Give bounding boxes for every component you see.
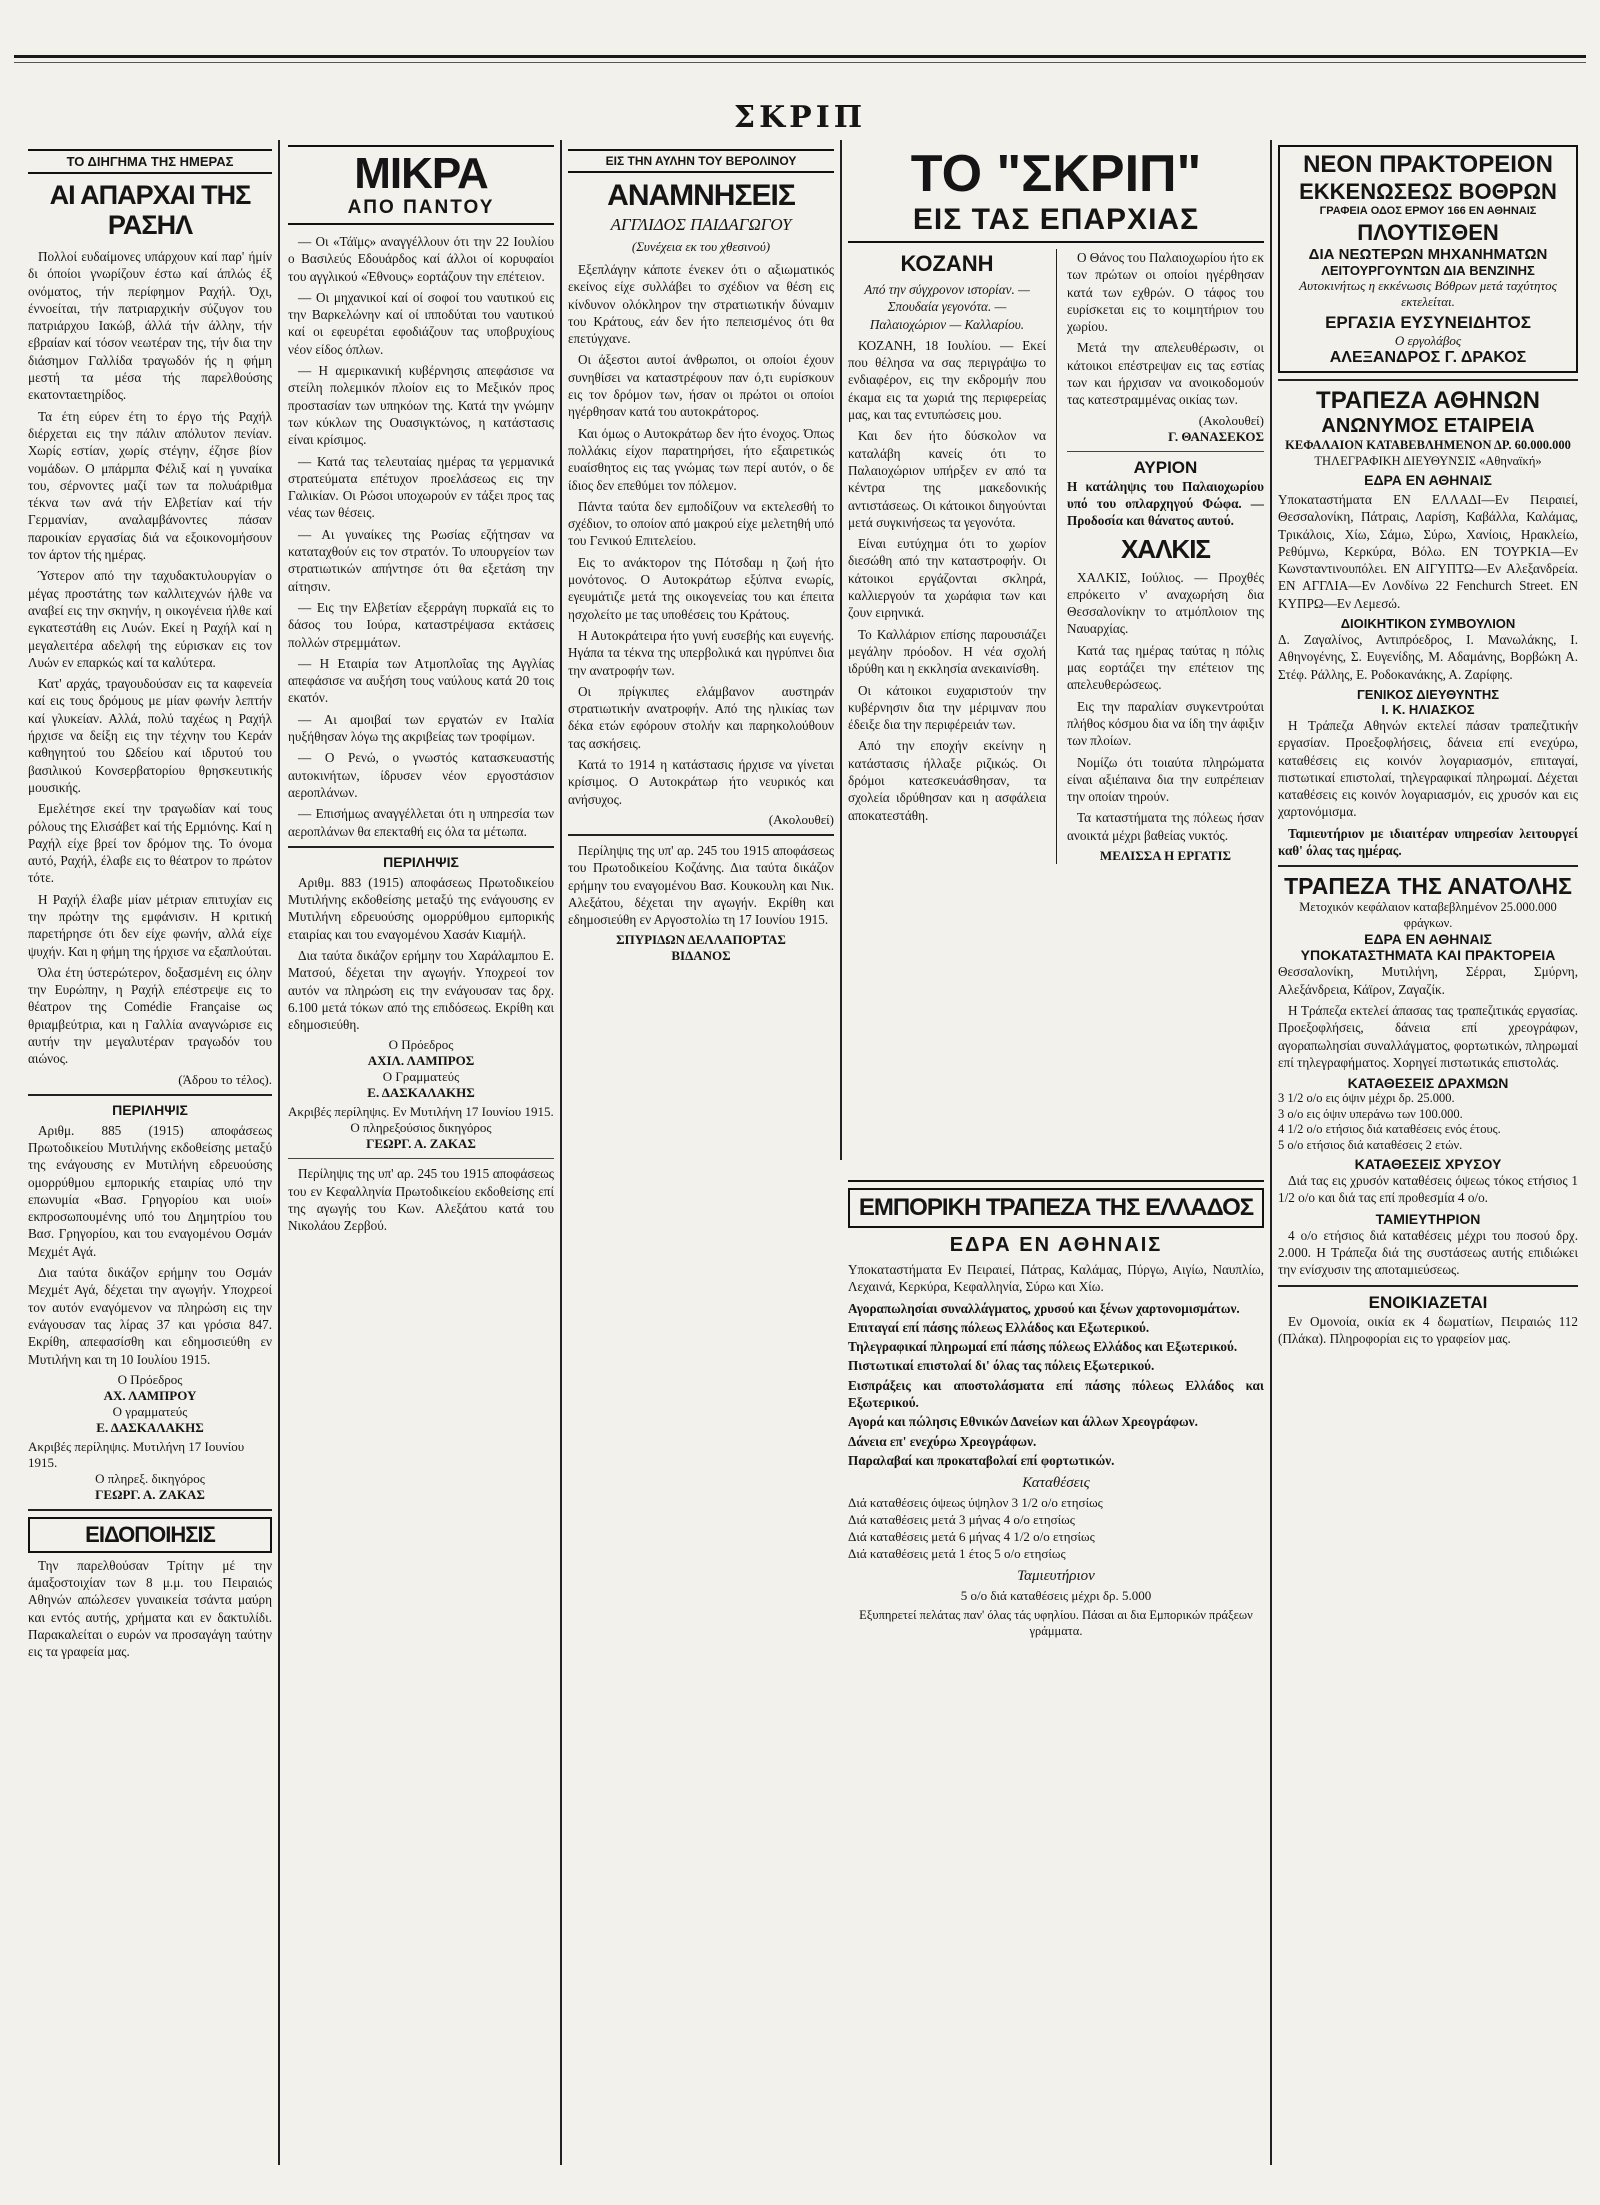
story-headline: ΑΙ ΑΠΑΡΧΑΙ ΤΗΣ ΡΑΣΗΛ — [49, 180, 251, 240]
savings-text: 4 ο/ο ετήσιος διά καταθέσεις μέχρι του ποσού δρχ. 2.000. Η Τράπεζα διά της συστάσεως αυτής επιδιώκει την ενίσχυσιν της αποταμιεύσεως. — [1278, 1227, 1578, 1278]
masthead: ΣΚΡΙΠ — [733, 100, 867, 135]
board-title: ΔΙΟΙΚΗΤΙΚΟΝ ΣΥΜΒΟΥΛΙΟΝ — [1340, 616, 1516, 632]
summary-text: Δια ταύτα δικάζον ερήμην του Οσμάν Μεχμέτ Αγά, δέχεται την αγωγήν. Υποχρεοί τον αυτόν εναγόμενον να πληρώση εις την ενάγουσαν τας λίρας 37 και γρόσια 847. Εκρίθη, απεφασίσθη και εδημοσιεύθη εν Μυτιλήνη και τη 10 Ιουλίου 1915. — [28, 1265, 272, 1367]
ad-line: Ο εργολάβος — [1394, 333, 1462, 348]
bank-service: Τηλεγραφικαί πληρωμαί επί πάσης πόλεως Ελλάδος και Εξωτερικού. — [848, 1339, 1238, 1355]
signature-name: Ε. ΔΑΣΚΑΛΑΚΗΣ — [367, 1085, 475, 1101]
deposits-title: Καταθέσεις — [1022, 1475, 1090, 1492]
bank-ad-branches: Υποκαταστήματα Εν Πειραιεί, Πάτρας, Καλάμας, Πύργω, Αιγίω, Ναυπλίω, Λεχαινά, Κερκύρα, Κεφαλληνία, Σύρω και Χίω. — [848, 1262, 1264, 1295]
savings-rate: 5 ο/ο διά καταθέσεις μέχρι δρ. 5.000 — [960, 1588, 1152, 1604]
section-rule — [288, 1158, 554, 1159]
deposit-rate: 3 1/2 ο/ο εις όψιν μέχρι δρ. 25.000. — [1278, 1091, 1455, 1106]
column-divider — [278, 140, 280, 2165]
top-rule — [14, 55, 1586, 58]
brief-item: — Κατά τας τελευταίας ημέρας τα γερμανικά στρατεύματα επέτυχον προελάσεως εις την Γαλικίαν. Οι Ρώσοι υποχωρούν εν τάξει προς τας νέας των θέσεις. — [288, 453, 554, 521]
byline: Γ. ΘΑΝΑΣΕΚΟΣ — [1168, 428, 1264, 444]
memoirs-kicker: ΕΙΣ ΤΗΝ ΑΥΛΗΝ ΤΟΥ ΒΕΡΟΛΙΝΟΥ — [568, 149, 834, 173]
column-story — [28, 145, 272, 2175]
memoirs-paragraph: Οι άξεστοι αυτοί άνθρωποι, οι οποίοι έχουν συνηθίσει να καταστρέφουν παν ό,τι ευρίσκουν εις τον δρόμον των, ήσαν οι πρώτοι οι οποίοι ηγέρθησαν κατά του αυτοκράτορος. — [568, 352, 834, 420]
chalkis-paragraph: Τα καταστήματα της πόλεως ήσαν ανοικτά μέχρι βαθείας νυκτός. — [1066, 810, 1264, 843]
bank-anatolia-seat: ΕΔΡΑ ΕΝ ΑΘΗΝΑΙΣ — [1364, 931, 1492, 948]
memoirs-end: (Ακολουθεί) — [768, 811, 834, 827]
rent-text: Εν Ομονοία, οικία εκ 4 δωματίων, Πειραιώς 112 (Πλάκα). Πληροφορίαι εις το γραφείον μας. — [1278, 1313, 1578, 1346]
story-end-note: (Άδρου το τέλος). — [178, 1071, 272, 1087]
signature-note: Ακριβές περίληψις. Μυτιλήνη 17 Ιουνίου 1915. — [28, 1438, 245, 1470]
tomorrow-text: Η κατάληψις του Παλαιοχωρίου υπό του οπλαρχηγού Φώφα. — Προδοσία και θάνατος αυτού. — [1066, 478, 1264, 529]
briefs-headline: ΜΙΚΡΑ — [288, 145, 554, 197]
commercial-bank-ad — [848, 1180, 1264, 2128]
chalkis-paragraph: ΧΑΛΚΙΣ, Ιούλιος. — Προχθές επρόκειτο ν' αναχωρήση δια Θεσσαλονίκην το ατμόπλοιον της Ναυαρχίας. — [1066, 569, 1264, 637]
memoirs-paragraph: Οι πρίγκιπες ελάμβανον αυστηράν στρατιωτικήν ανατροφήν. Από της ηλικίας των δέκα ετών εφόρουν στολήν και παρηκολούθουν τας ασκήσεις. — [568, 683, 834, 751]
ad-line: ΑΛΕΞΑΝΔΡΟΣ Γ. ΔΡΑΚΟΣ — [1329, 349, 1527, 366]
column-ads — [1278, 145, 1578, 2175]
bank-service: Πιστωτικαί επιστολαί δι' όλας τας πόλεις Εξωτερικού. — [848, 1358, 1155, 1374]
signature-name: ΒΙΔΑΝΟΣ — [671, 948, 731, 964]
cesspool-ad — [1278, 145, 1578, 373]
bank-ad-seat: ΕΔΡΑ ΕΝ ΑΘΗΝΑΙΣ — [949, 1234, 1163, 1256]
summary-title: ΠΕΡΙΛΗΨΙΣ — [383, 853, 459, 870]
ad-line: Αυτοκινήτως η εκκένωσις Βόθρων μετά ταχύτητος εκτελείται. — [1299, 278, 1557, 309]
inner-divider — [1056, 249, 1057, 864]
deposit-rate: 5 ο/ο ετήσιος διά καταθέσεις 2 ετών. — [1278, 1137, 1463, 1152]
memoirs-subhead: ΑΓΓΛΙΔΟΣ ΠΑΙΔΑΓΩΓΟΥ — [610, 215, 792, 234]
story-kicker: ΤΟ ΔΙΗΓΗΜΑ ΤΗΣ ΗΜΕΡΑΣ — [28, 149, 272, 174]
summary-text: Περίληψις της υπ' αρ. 245 του 1915 αποφάσεως του Πρωτοδικείου Κοζάνης. Δια ταύτα δικάζον ερήμην του εναγομένου Βασ. Κουκουλη και Νικ. Αλεξάτου, δέχεται την αγωγήν. Εκρίθη και εδημοσιεύθη εν Αργοστολίω τη 17 Ιουνίου 1915. — [568, 842, 834, 928]
column-briefs — [288, 145, 554, 2175]
brief-item: — Αι αμοιβαί των εργατών εν Ιταλία ηυξήθησαν λόγω της ακριβείας των τροφίμων. — [288, 711, 554, 745]
director-title: ΓΕΝΙΚΟΣ ΔΙΕΥΘΥΝΤΗΣ — [1356, 686, 1500, 702]
bank-athens-text: Η Τράπεζα Αθηνών εκτελεί πάσαν τραπεζιτικήν εργασίαν. Προεξοφλήσεις, δάνεια επί ενεχύρω, καταθέσεις εις κοινόν λογαριασμόν, επιταγαί, πιστωτικαί επιστολαί, τηλεγραφικαί πληρωμαί. Δέχεται καταθέσεις εις κοινόν λογαριασμόν, εις χρυσόν και εις χαρτονόμισμα. — [1278, 717, 1578, 820]
column-divider — [1270, 140, 1272, 2165]
ad-line: ΠΛΟΥΤΙΣΘΕΝ — [1357, 220, 1499, 245]
bank-athens-seat: ΕΔΡΑ ΕΝ ΑΘΗΝΑΙΣ — [1364, 472, 1492, 488]
provinces-headline: ΤΟ "ΣΚΡΙΠ" — [910, 145, 1202, 203]
section-rule — [1278, 865, 1578, 867]
bank-anatolia-branches: Θεσσαλονίκη, Μυτιλήνη, Σέρραι, Σμύρνη, Αλεξάνδρεια, Κάϊρον, Ζαγαζίκ. — [1278, 964, 1578, 997]
signature-role: Ο γραμματεύς — [112, 1403, 188, 1419]
ad-line: ΕΡΓΑΣΙΑ ΕΥΣΥΝΕΙΔΗΤΟΣ — [1325, 313, 1531, 332]
section-rule — [1067, 451, 1264, 452]
memoirs-paragraph: Κατά το 1914 η κατάστασις ήρχισε να γίνεται κρίσιμος. Ο Αυτοκράτωρ ήτο νευρικός και ανήσυχος. — [568, 757, 834, 807]
summary-text: Δια ταύτα δικάζον ερήμην του Χαράλαμπου Ε. Ματσού, δέχεται την αγωγήν. Υποχρεοί τον αυτόν να πληρώση εις την ενάγουσαν τας δρχ. 6.100 μετά τόκων από της επιδόσεως. Εκρίθη και εδημοσιεύθη. — [288, 947, 554, 1033]
bank-service: Παραλαβαί και προκαταβολαί επί φορτωτικών. — [848, 1452, 1115, 1468]
provinces-paragraph: Από την εποχήν εκείνην η κατάστασις ήλλαξε ριζικώς. Οι δρόμοι κατεσκευάσθησαν, τα σχολεία ιδρύθησαν και η ασφάλεια αποκατεστάθη. — [848, 738, 1046, 823]
section-rule — [28, 1509, 272, 1511]
briefs-subhead: ΑΠΟ ΠΑΝΤΟΥ — [288, 197, 554, 225]
provinces-left-column — [848, 249, 1046, 864]
provinces-paragraph: Και δεν ήτο δύσκολον να καταλάβη κανείς ότι το Παλαιοχώριον υπήρξεν εν από τα κέντρα της μακεδονικής αντιστάσεως. Οι κάτοικοι διηγούνται μετά συγκινήσεως τα γεγονότα. — [848, 428, 1046, 530]
provinces-paragraph: Ο Θάνος του Παλαιοχωρίου ήτο εκ των πρώτων οι οποίοι ηγέρθησαν κατά των εχθρών. Ο τάφος του ευρίσκεται εις το κοιμητήριον του χωρίου. — [1066, 250, 1264, 335]
savings-title: Ταμιευτήριον — [1017, 1568, 1095, 1585]
bank-athens-title: ΤΡΑΠΕΖΑ ΑΘΗΝΩΝ — [1316, 387, 1540, 414]
provinces-body — [848, 249, 1264, 864]
bank-service: Αγορά και πώλησις Εθνικών Δανείων και άλλων Χρεογράφων. — [848, 1414, 1198, 1430]
gold-text: Διά τας εις χρυσόν καταθέσεις όψεως τόκος ετήσιος 1 1/2 ο/ο και διά τας επί προθεσμία 4 ο/ο. — [1278, 1173, 1578, 1206]
gold-title: ΚΑΤΑΘΕΣΕΙΣ ΧΡΥΣΟΥ — [1354, 1156, 1502, 1173]
city-heading: ΚΟΖΑΝΗ — [900, 251, 994, 276]
bank-service: Αγοραπωλησίαι συναλλάγματος, χρυσού και ξένων χαρτονομισμάτων. — [848, 1300, 1240, 1316]
savings-title: ΤΑΜΙΕΥΤΗΡΙΟΝ — [1375, 1210, 1481, 1227]
memoirs-paragraph: Και όμως ο Αυτοκράτωρ δεν ήτο ένοχος. Όπως πολλάκις είχον παρατηρήσει, ήτο εξαιρετικώς ευαίσθητος εις τας γνώμας των περί αυτόν, ο δε ίδιος δεν επεθύμει τον πόλεμον. — [568, 425, 834, 493]
section-rule — [288, 846, 554, 848]
summary-text: Περίληψις της υπ' αρ. 245 του 1915 αποφάσεως του εν Κεφαλληνία Πρωτοδικείου εκδοθείσης επί της αγωγής του Κων. Αλεξάτου κατά του Νικολάου Ζερβού. — [288, 1166, 554, 1234]
memoirs-note: (Συνέχεια εκ του χθεσινού) — [631, 239, 771, 254]
story-paragraph: Η Ραχήλ έλαβε μίαν μέτριαν επιτυχίαν εις την πρώτην της εμφάνισιν. Η κριτική παρετήρησε ότι δεν είχε φωνήν, αλλά είχε ψυχήν. Και η φήμη της ήρχισε να εξαπλούται. — [28, 891, 272, 959]
savings-note: Εξυπηρετεί πελάτας παν' όλας τάς υφηλίου. Πάσαι αι δια Εμπορικών πράξεων γράμματα. — [859, 1608, 1253, 1638]
brief-item: — Οι μηχανικοί καί οί σοφοί του ναυτικού εις την Βαρκελώνην καί οί ιπποδύται του ναυτικού καί οι εφευρέται εφοδιάζουν τας υποβρυχίους νέον είδος όπλων. — [288, 289, 554, 357]
deposits-title: ΚΑΤΑΘΕΣΕΙΣ ΔΡΑΧΜΩΝ — [1347, 1075, 1509, 1092]
column-divider — [840, 140, 842, 1160]
notice-title: ΕΙΔΟΠΟΙΗΣΙΣ — [28, 1517, 272, 1553]
column-provinces — [848, 145, 1264, 1175]
provinces-paragraph: Είναι ευτύχημα ότι το χωρίον διεσώθη από την καταστροφήν. Οι κάτοικοι εργάζονται σκληρά, καλλιεργούν τα χωράφια των και ζουν ειρηνικά. — [848, 536, 1046, 621]
signature-name: ΓΕΩΡΓ. Α. ΖΑΚΑΣ — [366, 1136, 476, 1152]
ad-title: ΝΕΟΝ ΠΡΑΚΤΟΡΕΙΟΝ — [1303, 151, 1553, 178]
memoirs-paragraph: Εξεπλάγην κάποτε ένεκεν ότι ο αξιωματικός εκείνος είχε συλλάβει το σχέδιον να θέση εις κίνδυνον ολόκληρον την στρατιωτικήν δύναμιν του Κράτους, εάν δεν ήτο πεπεισμένος ότι θα επετύγχανε. — [568, 262, 834, 347]
memoirs-headline: ΑΝΑΜΝΗΣΕΙΣ — [607, 179, 795, 212]
signature-name: ΑΧ. ΛΑΜΠΡΟΥ — [103, 1387, 197, 1403]
section-rule — [568, 834, 834, 836]
board-members: Δ. Ζαγαλίνος, Αντιπρόεδρος, Ι. Μανωλάκης, Ι. Αθηνογένης, Σ. Ευγενίδης, Μ. Αδαμάνης, Βορβώκη Α. Στέφ. Ράλλης, Ε. Ροδοκανάκης, Α. Ζαρίφης. — [1278, 632, 1578, 682]
rent-title: ΕΝΟΙΚΙΑΖΕΤΑΙ — [1368, 1292, 1488, 1312]
memoirs-paragraph: Η Αυτοκράτειρα ήτο γυνή ευσεβής και ευγενής. Ηγάπα τα τέκνα της υπερβολικά και ηγρύπνει δια την ανατροφήν των. — [568, 627, 834, 678]
notice-text: Την παρελθούσαν Τρίτην μέ την άμαξοστοιχίαν των 8 μ.μ. του Πειραιώς Αθηνών απώλεσεν γυναικεία τσάντα μαύρη και εντός αυτής, χρήματα και εν δακτυλίδι. Παρακαλείται ο ευρών να προσαγάγη ταύτην εις τα γραφεία μας. — [28, 1557, 272, 1660]
column-memoirs — [568, 145, 834, 2175]
bank-service: Επιταγαί επί πάσης πόλεως Ελλάδος και Εξωτερικού. — [848, 1319, 1150, 1335]
brief-item: — Οι «Τάϊμς» αναγγέλλουν ότι την 22 Ιουλίου ο Βασιλεύς Εδουάρδος καί άλλοι οί κορυφαίοι του αγγλικού «Έθνους» εορτάζουν την επέτειον. — [288, 234, 554, 284]
signature-role: Ο Γραμματεύς — [382, 1069, 460, 1085]
provinces-paragraph: Μετά την απελευθέρωσιν, οι κάτοικοι επέστρεψαν εις τας εστίας των και ήρχισαν να ανοικοδομούν τας κατεστραμμένας οικίας των. — [1066, 340, 1264, 408]
provinces-paragraph: Οι κάτοικοι ευχαριστούν την κυβέρνησιν δια την μέριμναν που έδειξε δια την περιφέρειάν των. — [848, 682, 1046, 733]
signature-role: Ο Πρόεδρος — [117, 1371, 183, 1387]
top-rule-thin — [14, 62, 1586, 63]
chalkis-paragraph: Νομίζω ότι τοιαύτα πληρώματα είναι αξιέπαινα δια την ευπρέπειαν την οποίαν τηρούν. — [1066, 754, 1264, 805]
signature-role: Ο πληρεξ. δικηγόρος — [95, 1470, 205, 1486]
summary-text: Αριθμ. 883 (1915) αποφάσεως Πρωτοδικείου Μυτιλήνης εκδοθείσης μεταξύ της ενάγουσης εν Μυτιλήνη εδρευούσης ομορρύθμου εμπορικής εταιρίας και του εναγομένου Χασάν Κιαμήλ. — [288, 874, 554, 942]
section-rule — [28, 1094, 272, 1096]
ad-address: ΓΡΑΦΕΙΑ ΟΔΟΣ ΕΡΜΟΥ 166 ΕΝ ΑΘΗΝΑΙΣ — [1319, 205, 1537, 217]
summary-title: ΠΕΡΙΛΗΨΙΣ — [112, 1101, 188, 1118]
deposit-rate: Διά καταθέσεις όψεως ύψηλον 3 1/2 ο/ο ετησίως — [848, 1495, 1103, 1511]
section-rule — [1278, 1285, 1578, 1287]
bank-service: Δάνεια επ' ενεχύρω Χρεογράφων. — [848, 1433, 1037, 1449]
provinces-paragraph: Το Καλλάριον επίσης παρουσιάζει μεγάλην πρόοδον. Η νέα σχολή ιδρύθη και η εκκλησία ανεκαινίσθη. — [848, 626, 1046, 677]
provinces-subhead: ΕΙΣ ΤΑΣ ΕΠΑΡΧΙΑΣ — [848, 203, 1264, 243]
brief-item: — Η αμερικανική κυβέρνησις απεφάσισε να στείλη πολεμικόν πλοίον εις το Μεξικόν προς προστασίαν των υπηκόων της. Κατά την γνώμην των κύκλων της Ουασιγκτώνος, η κατάστασις είναι κρίσιμος. — [288, 363, 554, 448]
story-paragraph: Όλα έτη ύστερώτερον, δοξασμένη εις όλην την Ευρώπην, η Ραχήλ επέστρεψε εις το θέατρον της Comédie Française ως θριαμβεύτρια, και η Γαλλία αναγνώρισε εις αυτήν την μεγαλυτέραν τραγωδόν του αιώνος. — [28, 964, 272, 1067]
story-paragraph: Τα έτη εύρεν έτη το έργο τής Ραχήλ διέρχεται εις την πάλιν απόλυτον πενίαν. Χωρίς εστίαν, χωρίς στέγην, έζησε βίον νομάδων. Ο μπάρμπα Φέλιξ καί η γυναίκα του, σέρνοντες μαζί των τα πολυάριθμα τέκνα των ανά τήν Ελβετίαν καί τήν Γερμανίαν, αναλαμβάνοντες πάσαν παροικίαν εργασίας διά να εξοικονομήσουν τον άρτον τής ημέρας. — [28, 408, 272, 563]
signature-name: Ε. ΔΑΣΚΑΛΑΚΗΣ — [96, 1419, 204, 1435]
memoirs-paragraph: Εις το ανάκτορον της Πότσδαμ η ζωή ήτο μονότονος. Ο Αυτοκράτωρ εξύπνα ενωρίς, εγευμάτιζε μετά της οικογενείας του και έπειτα ησχολείτο με τας υποθέσεις του Κράτους. — [568, 554, 834, 622]
bank-athens-text-end: Ταμιευτήριον με ιδιαιτέραν υπηρεσίαν λειτουργεί καθ' όλας τας ημέρας. — [1278, 825, 1578, 859]
bank-athens-telegraph: ΤΗΛΕΓΡΑΦΙΚΗ ΔΙΕΥΘΥΝΣΙΣ «Αθηναϊκή» — [1314, 453, 1542, 468]
brief-item: — Αι γυναίκες της Ρωσίας εζήτησαν να καταταχθούν εις τον στρατόν. Το υπουργείον των στρατιωτικών απήντησε ότι θα εξετάση την αίτησιν. — [288, 526, 554, 594]
brief-item: — Η Εταιρία των Ατμοπλοΐας της Αγγλίας απεφάσισε να αυξήση τους ναύλους κατά 20 τοις εκατόν. — [288, 655, 554, 706]
brief-item: — Ο Ρενώ, ο γνωστός κατασκευαστής αυτοκινήτων, ίδρυσεν νέον εργοστάσιον αεροπλάνων. — [288, 750, 554, 800]
director-name: Ι. Κ. ΗΛΙΑΣΚΟΣ — [1381, 701, 1475, 717]
provinces-paragraph: ΚΟΖΑΝΗ, 18 Ιουλίου. — Εκεί που θέλησα να σας περιγράψω το ενδιαφέρον, εις την εκδρομήν που έκαμα εις τα χωριά της περιφερείας μας, και τας εντυπώσεις μου. — [848, 337, 1046, 423]
story-paragraph: Ύστερον από την ταχυδακτυλουργίαν ο μέγας προστάτης των καλλιτεχνών ήλθε να αναβεί εις την σκηνήν, η οικογένεια ήλθε καί εγκατεστάθη εις Λυών. Εκεί η Ραχήλ καί η μεγαλειτέρα αδελφή της εύρισκαν εις τον Λυών εν επαρκώς καί τα καλύτερα. — [28, 568, 272, 670]
signature-note: Ακριβές περίληψις. Εν Μυτιλήνη 17 Ιουνίου 1915. — [288, 1104, 554, 1120]
bank-anatolia-title: ΤΡΑΠΕΖΑ ΤΗΣ ΑΝΑΤΟΛΗΣ — [1284, 873, 1572, 900]
ad-line: ΔΙΑ ΝΕΩΤΕΡΩΝ ΜΗΧΑΝΗΜΑΤΩΝ — [1308, 246, 1548, 263]
memoirs-paragraph: Πάντα ταύτα δεν εμποδίζουν να εκτελεσθή το σχέδιον, το οποίον από μακρού είχε μελετηθή υπό του Γενικού Επιτελείου. — [568, 498, 834, 549]
dateline: Από την σύγχρονον ιστορίαν. — Σπουδαία γεγονότα. — Παλαιοχώριον — Καλλαρίου. — [864, 282, 1030, 332]
deposit-rate: Διά καταθέσεις μετά 1 έτος 5 ο/ο ετησίως — [848, 1546, 1066, 1562]
tomorrow-label: ΑΥΡΙΟΝ — [1133, 457, 1198, 477]
signature-role: Ο πληρεξούσιος δικηγόρος — [350, 1120, 492, 1136]
bank-athens-branches: Υποκαταστήματα ΕΝ ΕΛΛΑΔΙ—Εν Πειραιεί, Θεσσαλονίκη, Πάτραις, Λαρίση, Καβάλλα, Καλάμας, Τρικάλοις, Χίω, Σάμω, Σύρω, Χανίοις, Ηρακλείω, Ρεθύμνω, Κερκύρα, Βόλω. ΕΝ ΤΟΥΡΚΙΑ—Εν Κωνσταντινουπόλει. ΕΝ ΑΙΓΥΠΤΩ—Εν Αλεξανδρεία. ΕΝ ΑΓΓΛΙΑ—Εν Λονδίνω 22 Fenchurch Street. ΕΝ ΚΥΠΡΩ—Εν Λεμεσώ. — [1278, 492, 1578, 611]
signature-name: ΓΕΩΡΓ. Α. ΖΑΚΑΣ — [95, 1486, 205, 1502]
bank-athens-capital: ΚΕΦΑΛΑΙΟΝ ΚΑΤΑΒΕΒΛΗΜΕΝΟΝ ΔΡ. 60.000.000 — [1285, 438, 1571, 452]
city-heading: ΧΑΛΚΙΣ — [1120, 533, 1211, 564]
bank-anatolia-branches-title: ΥΠΟΚΑΤΑΣΤΗΜΑΤΑ ΚΑΙ ΠΡΑΚΤΟΡΕΙΑ — [1300, 947, 1556, 964]
signoff: ΜΕΛΙΣΣΑ Η ΕΡΓΑΤΙΣ — [1099, 848, 1232, 864]
deposit-rate: Διά καταθέσεις μετά 6 μήνας 4 1/2 ο/ο ετησίως — [848, 1529, 1095, 1545]
bank-anatolia-capital: Μετοχικόν κεφάλαιον καταβεβλημένον 25.000.000 φράγκων. — [1299, 900, 1557, 930]
signature-role: Ο Πρόεδρος — [388, 1037, 454, 1053]
summary-text: Αριθμ. 885 (1915) αποφάσεως Πρωτοδικείου Μυτιλήνης εκδοθείσης μεταξύ της ενάγουσης εν Μυτιλήνη εδρευούσης ομορρύθμου εμπορικής εταιρίας υπό την επωνυμία «Βασ. Γρηγορίου και υιοί» εκπροσωπουμένης υπό του Δημητρίου του Βασ. Γρηγορίου, και του εναγομένου Οσμάν Μεχμέτ Αγά. — [28, 1122, 272, 1259]
brief-item: — Επισήμως αναγγέλλεται ότι η υπηρεσία των αεροπλάνων θα επεκταθή εις όλα τα μέτωπα. — [288, 806, 554, 839]
provinces-right-column — [1067, 249, 1264, 864]
section-rule — [1278, 379, 1578, 381]
bank-anatolia-text: Η Τράπεζα εκτελεί άπασας τας τραπεζιτικάς εργασίας. Προεξοφλήσεις, δάνεια επί χρεογράφων, αγοραπωλησίαι συναλλάγματος, φορτωτικών, πληρωμαί επί τηλεγραφήματος. Χορηγεί πιστωτικάς επιστολάς. — [1278, 1002, 1578, 1070]
ad-line: ΛΕΙΤΟΥΡΓΟΥΝΤΩΝ ΔΙΑ ΒΕΝΖΙΝΗΣ — [1321, 263, 1535, 278]
chalkis-paragraph: Εις την παραλίαν συγκεντρούται πλήθος κόσμου δια να ίδη την άφιξιν των πλοίων. — [1066, 698, 1264, 749]
deposit-rate: Διά καταθέσεις μετά 3 μήνας 4 ο/ο ετησίως — [848, 1512, 1075, 1528]
signature-name: ΑΧΙΛ. ΛΑΜΠΡΟΣ — [367, 1053, 475, 1069]
story-paragraph: Πολλοί ευδαίμονες υπάρχουν καί παρ' ήμίν δι όποίοι γνωρίζουν έστω καί άπλώς έξ ονόματος, τήν περίφημον Ραχήλ. Όχι, έννοείται, τήν πατριαρχικήν σύζυγον του πατριάρχου Ιακώβ, άλλά τήν άλλην, τήν εβραίαν καί τόσον νεωτέραν της, τήν δια την διάσημον Γαλλίδα τραγωδόν ής η φήμη μεστή τα μέσα τής παρελθούσης εκατονταετηρίδος. — [28, 249, 272, 403]
signature-name: ΣΠΥΡΙΔΩΝ ΔΕΛΛΑΠΟΡΤΑΣ — [616, 932, 786, 948]
story-paragraph: Κατ' αρχάς, τραγουδούσαν εις τα καφενεία καί εις τους δρόμους με μίαν φωνήν λεπτήν καί γλυκείαν. Αλλά, πολύ ταχέως η Ραχήλ ήρχισε να δείξη εις την τέχνην του Κεράν καθηγητού του Ωδείου καί ιδρυτού του βασιλικού Κονσερβατορίου θρησκευτικής μουσικής. — [28, 676, 272, 795]
story-paragraph: Εμελέτησε εκεί την τραγωδίαν καί τους ρόλους της Ελισάβετ καί τής Ερμιόνης. Καί η Ραχήλ είχε βρεί τον δρόμον της. Το όνομα αυτό, Ραχήλ, έλαβε εις το θέατρον το πρώτον τότε. — [28, 801, 272, 886]
deposit-rate: 4 1/2 ο/ο ετήσιος διά καταθέσεις ενός έτους. — [1278, 1122, 1501, 1137]
follow-note: (Ακολουθεί) — [1198, 412, 1264, 428]
deposit-rate: 3 ο/ο εις όψιν υπεράνω των 100.000. — [1278, 1106, 1463, 1121]
brief-item: — Εις την Ελβετίαν εξερράγη πυρκαϊά εις το δάσος του Ιούρα, καταστρέψασα εκτάσεις πολλών στρεμμάτων. — [288, 599, 554, 650]
ad-subtitle: ΕΚΚΕΝΩΣΕΩΣ ΒΟΘΡΩΝ — [1299, 179, 1557, 204]
chalkis-paragraph: Κατά τας ημέρας ταύτας η πόλις μας εορτάζει την επέτειον της απελευθερώσεως. — [1066, 642, 1264, 693]
bank-athens-subtitle: ΑΝΩΝΥΜΟΣ ΕΤΑΙΡΕΙΑ — [1321, 415, 1535, 437]
column-divider — [560, 140, 562, 2165]
bank-service: Εισπράξεις και αποστολάσματα επί πάσης πόλεως Ελλάδος και Εξωτερικού. — [848, 1377, 1264, 1411]
bank-ad-title: ΕΜΠΟΡΙΚΗ ΤΡΑΠΕΖΑ ΤΗΣ ΕΛΛΑΔΟΣ — [848, 1188, 1264, 1228]
